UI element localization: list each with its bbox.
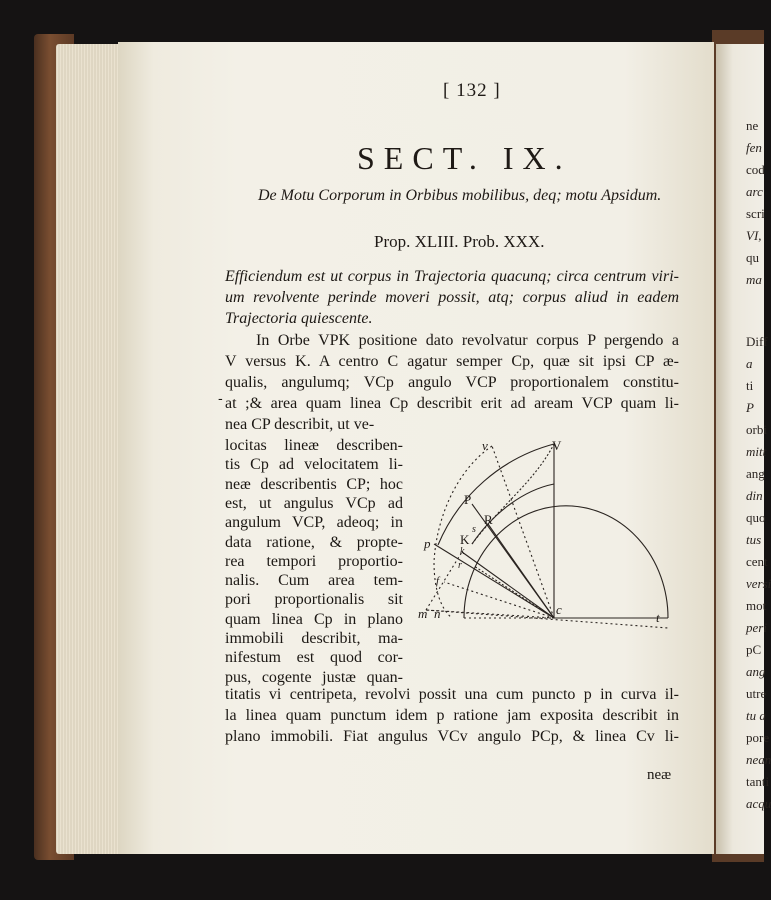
body-line: at ;& area quam linea Cp describit erit ad aream VCP quam li- [225, 395, 679, 412]
page-edges [56, 44, 126, 854]
body-line: immobili describit, ma- [225, 630, 403, 647]
orbit-diagram [414, 432, 674, 632]
enunciation-line: Trajectoria quiescente. [225, 310, 373, 327]
facing-page-fragment: ne [746, 118, 759, 133]
body-line: quam linea Cp in plano [225, 610, 403, 628]
label-t: t [656, 610, 660, 625]
body-line: neæ describentis CP; hoc [225, 475, 403, 493]
body-line: la linea quam punctum idem p ratione jam exposita describit in [225, 707, 679, 724]
proposition-heading: Prop. XLIII. Prob. XXX. [374, 232, 545, 251]
margin-mark: - [218, 391, 223, 407]
page-number: [ 132 ] [443, 80, 501, 101]
facing-page-fragment: ti [746, 378, 754, 393]
facing-page-fragment: pore [746, 730, 770, 745]
facing-page-fragment: quo [746, 510, 766, 525]
facing-page-fragment: pC [746, 642, 762, 657]
body-line: plano immobili. Fiat angulus VCv angulo PCp, & linea Cv li- [225, 728, 679, 745]
facing-page-fragment: mitt [746, 444, 767, 459]
facing-page-fragment: peri [746, 620, 767, 635]
facing-page-fragment: nean [746, 752, 771, 767]
label-V: V [552, 438, 562, 453]
label-K: K [460, 532, 470, 547]
enunciation-line: um revolvente perinde moveri possit, atq; corpus aliud in eadem [225, 289, 679, 306]
facing-page-fragment: tanti [746, 774, 770, 789]
label-R: R [484, 512, 493, 527]
facing-page-fragment: qu [746, 250, 759, 265]
body-line: est, ut angulus VCp ad [225, 494, 403, 512]
catchword: neæ [647, 767, 672, 783]
facing-page-fragment: mot [746, 598, 767, 613]
label-k: k [460, 546, 465, 557]
body-line: In Orbe VPK positione dato revolvatur corpus P pergendo a [256, 332, 679, 349]
enunciation-line: Efficiendum est ut corpus in Trajectoria quacunq; circa centrum viri- [225, 268, 679, 285]
body-line: nalis. Cum area tem- [225, 572, 403, 590]
facing-page-fragment: ma [746, 272, 762, 287]
facing-page-fragment: tu a [746, 708, 766, 723]
body-line: rea tempori proportio- [225, 552, 403, 570]
facing-page-fragment: VI, [746, 228, 762, 243]
facing-page-fragment: orbi [746, 422, 767, 437]
section-subtitle: De Motu Corporum in Orbibus mobilibus, deq; motu Apsidum. [258, 187, 662, 204]
facing-page-fragment: acqu [746, 796, 771, 811]
facing-page-fragment: cod [746, 162, 765, 177]
facing-page-fragment: P [746, 400, 754, 415]
facing-page-fragment: utre [746, 686, 767, 701]
label-s: s [472, 524, 476, 535]
facing-page-fragment: din [746, 488, 763, 503]
label-n: n [434, 606, 441, 621]
body-line: pus, cogente justæ quan- [225, 668, 403, 686]
label-m: m [418, 606, 428, 621]
label-P: P [464, 492, 472, 507]
facing-page-fragment: a [746, 356, 753, 371]
body-line: nea CP describit, ut ve- [225, 416, 375, 433]
label-p: p [424, 536, 431, 551]
facing-page-fragment: fen [746, 140, 762, 155]
body-line: pori proportionalis sit [225, 591, 403, 609]
facing-page-fragment: arc [746, 184, 763, 199]
facing-page-fragment: ang [746, 664, 766, 679]
label-c: c [556, 602, 562, 617]
body-line: qualis, angulumq; VCp angulo VCP proportionalem constitu- [225, 374, 679, 391]
body-line: titatis vi centripeta, revolvi possit una cum puncto p in curva il- [225, 686, 679, 703]
section-title: SECT. IX. [357, 140, 572, 176]
body-line: angulum VCP, adeoq; in [225, 514, 403, 532]
facing-page-fragment: cent [746, 554, 768, 569]
label-f: f [436, 575, 440, 587]
body-line: nifestum est quod cor- [225, 649, 403, 667]
body-line: data ratione, & propte- [225, 533, 403, 551]
body-line: tis Cp ad velocitatem li- [225, 456, 403, 474]
facing-page-fragment: scri [746, 206, 765, 221]
label-r: r [458, 560, 462, 571]
body-line: V versus K. A centro C agatur semper Cp, quæ sit ipsi CP æ- [225, 353, 679, 370]
facing-page-fragment: Diff [746, 334, 768, 349]
body-line: locitas lineæ describen- [225, 437, 403, 454]
facing-page-fragment: ang [746, 466, 765, 481]
label-v: v [482, 438, 488, 453]
facing-page [716, 44, 771, 854]
facing-page-fragment: versi [746, 576, 771, 591]
facing-page-fragment: tus [746, 532, 762, 547]
